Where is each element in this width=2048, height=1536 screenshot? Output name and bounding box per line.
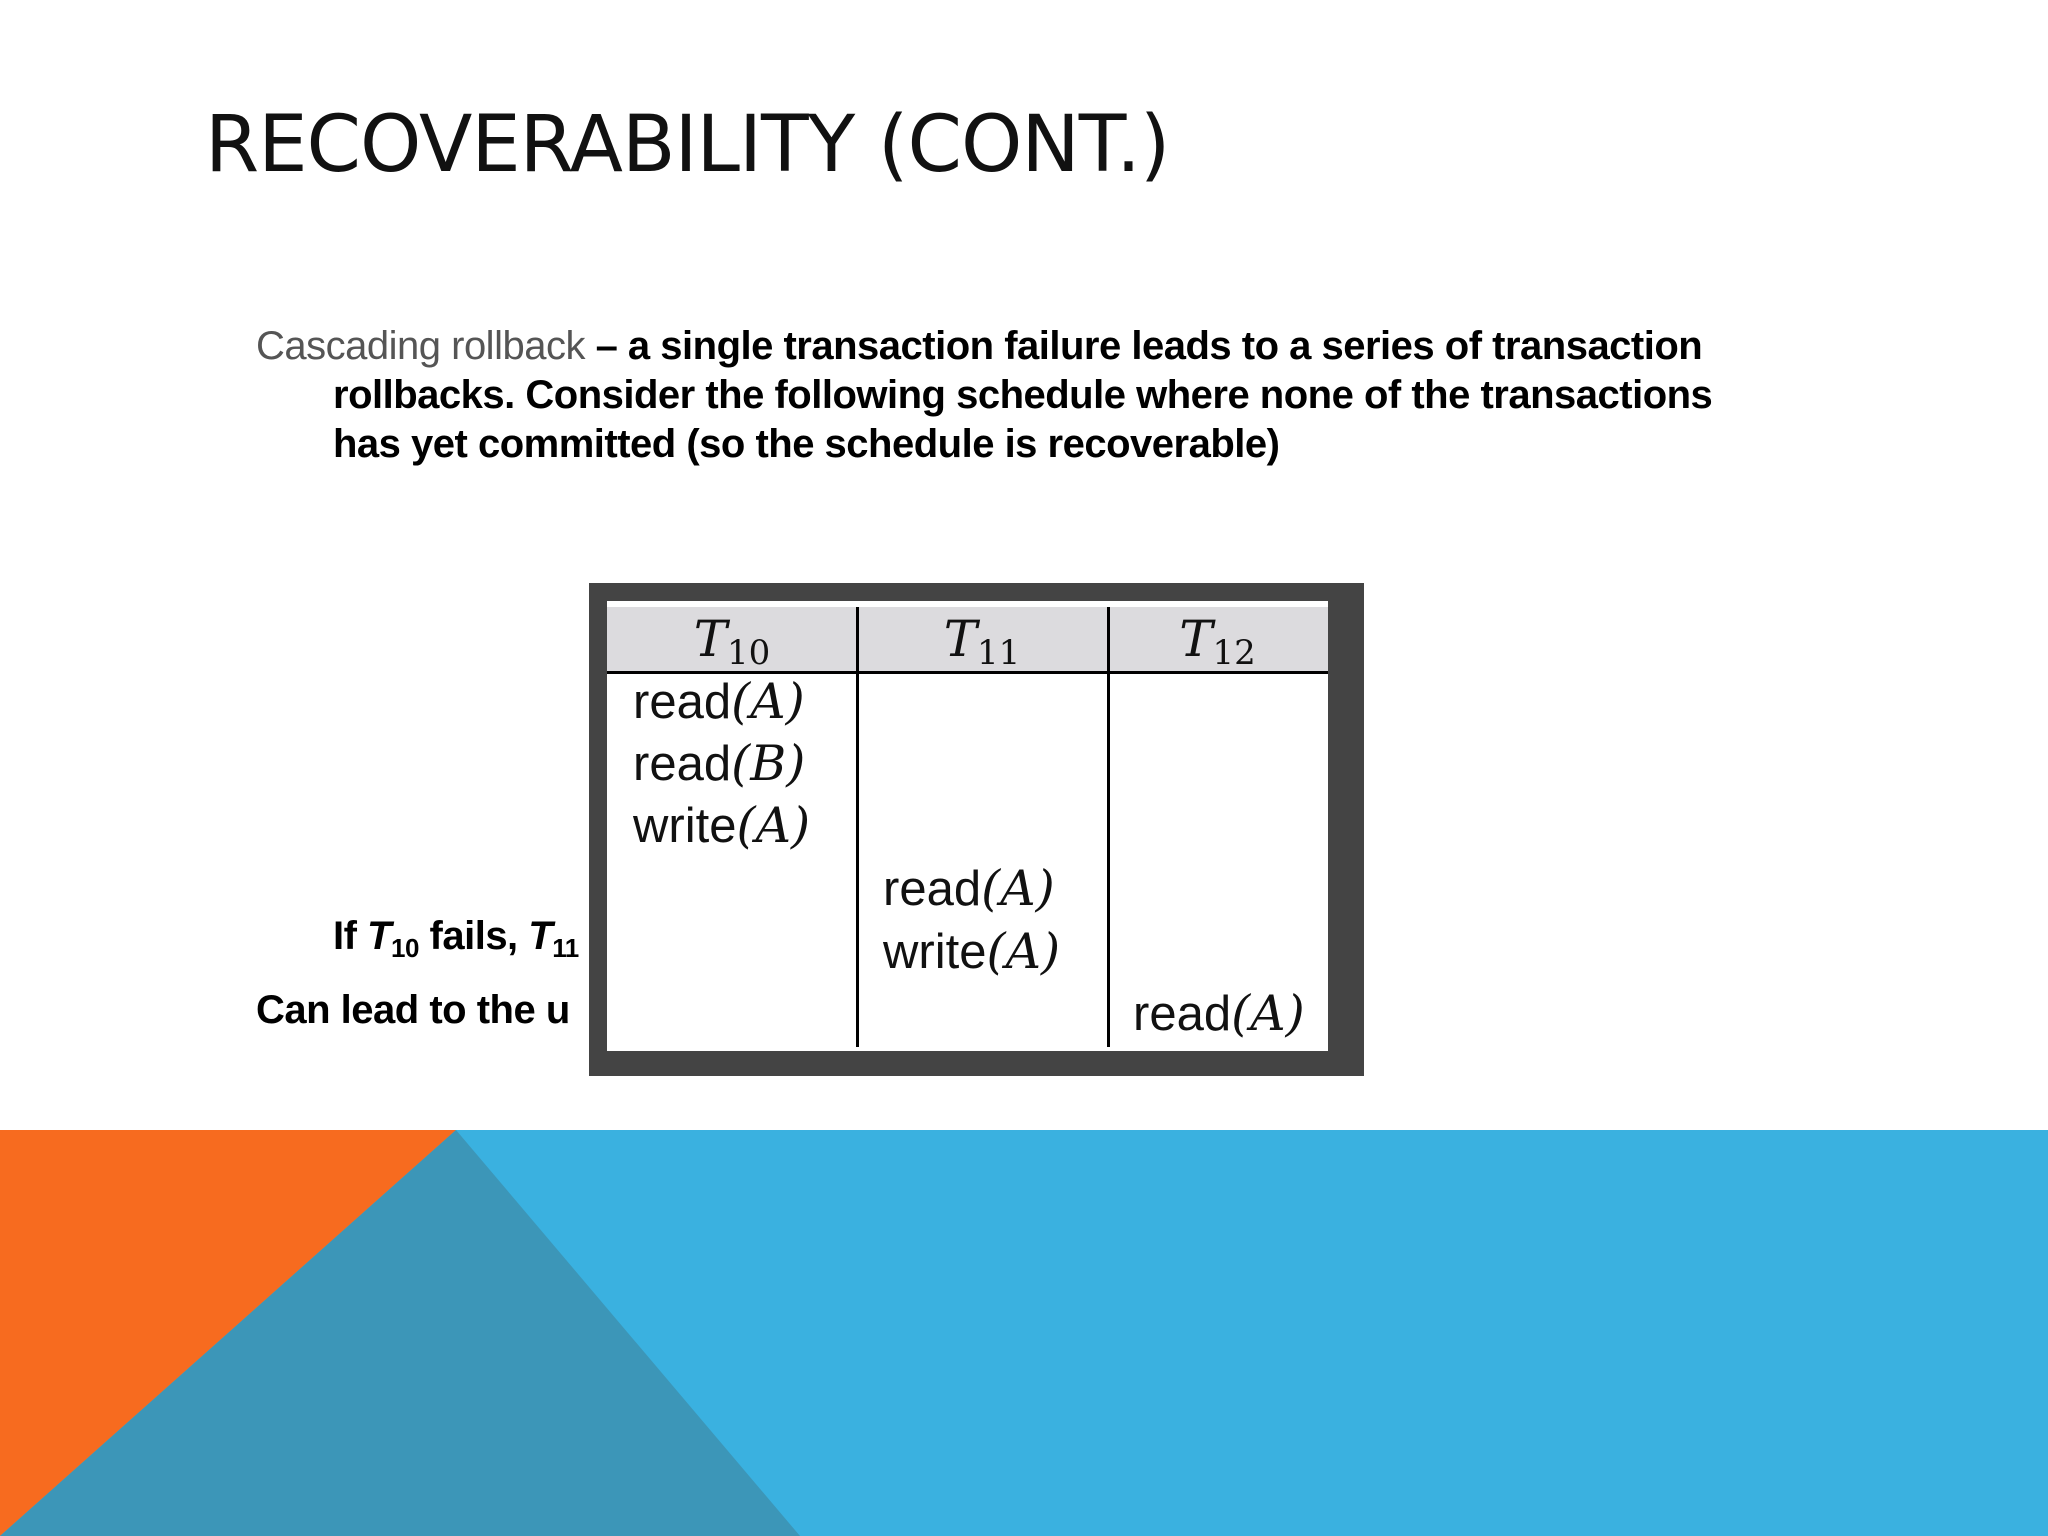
column-divider-2 bbox=[1107, 607, 1110, 1047]
schedule-figure bbox=[589, 583, 1364, 1076]
column-header-t10 bbox=[607, 607, 857, 671]
op-name: read bbox=[633, 737, 732, 791]
bullet-if-t10-fails bbox=[333, 914, 579, 964]
intro-line-1-rest: – a single transaction failure leads to a series of transaction bbox=[584, 324, 1703, 368]
slide-title: RECOVERABILITY (CONT.) bbox=[205, 100, 1170, 190]
bullet1-t1-sub: 10 bbox=[390, 933, 419, 963]
op-name: read bbox=[633, 675, 732, 729]
schedule-table bbox=[607, 601, 1328, 1051]
op-var: B bbox=[750, 735, 787, 792]
bullet1-t1: T bbox=[367, 914, 391, 958]
column-header-t12 bbox=[1107, 607, 1328, 671]
column-header-t11 bbox=[857, 607, 1107, 671]
bullet1-prefix: If bbox=[333, 914, 368, 958]
column-divider-1 bbox=[856, 607, 859, 1047]
op-name: write bbox=[633, 799, 737, 853]
op-name: write bbox=[883, 925, 987, 979]
intro-line-2: rollbacks. Consider the following schedule where none of the transactions bbox=[333, 373, 1713, 417]
intro-line-1 bbox=[256, 322, 1816, 371]
intro-paragraph bbox=[256, 322, 1816, 469]
bullet1-mid: fails, bbox=[418, 914, 529, 958]
t11-sub: 11 bbox=[977, 633, 1021, 673]
intro-line-3: has yet committed (so the schedule is recoverable) bbox=[333, 422, 1280, 466]
bullet1-t2: T bbox=[528, 914, 553, 958]
op-var: A bbox=[750, 673, 786, 730]
op-name: read bbox=[883, 862, 982, 916]
decorative-footer bbox=[0, 1130, 2048, 1536]
op-t12-read-a: read(A) bbox=[1133, 985, 1305, 1042]
t12-name: T bbox=[1179, 610, 1213, 668]
t10-sub: 10 bbox=[727, 633, 771, 673]
op-name: read bbox=[1133, 987, 1232, 1041]
term-cascading-rollback: Cascading rollback bbox=[256, 324, 585, 368]
op-t10-write-a: write(A) bbox=[633, 797, 811, 854]
op-var: A bbox=[1250, 985, 1286, 1042]
t10-name: T bbox=[693, 610, 728, 668]
op-t10-read-b: read(B) bbox=[633, 735, 806, 792]
schedule-header-row bbox=[607, 607, 1328, 674]
bullet1-t2-sub: 11 bbox=[552, 933, 579, 963]
op-var: A bbox=[755, 797, 791, 854]
t11-name: T bbox=[943, 610, 978, 668]
op-t11-write-a: write(A) bbox=[883, 923, 1061, 980]
op-var: A bbox=[1000, 860, 1036, 917]
op-t10-read-a: read(A) bbox=[633, 673, 805, 730]
t12-sub: 12 bbox=[1212, 633, 1256, 673]
op-t11-read-a: read(A) bbox=[883, 860, 1055, 917]
bullet-can-lead: Can lead to the u bbox=[256, 988, 570, 1032]
op-var: A bbox=[1005, 923, 1041, 980]
